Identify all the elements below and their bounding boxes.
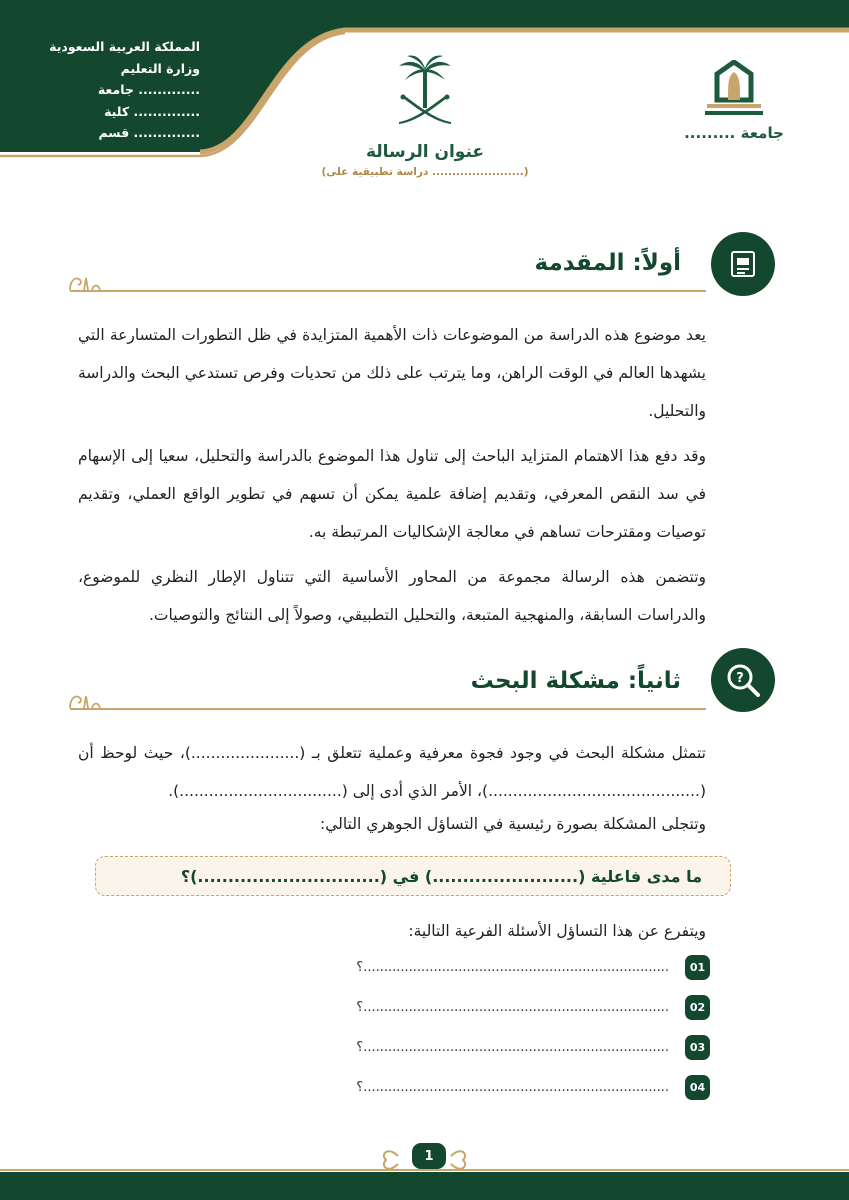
sub-question-number-badge: 01 [685, 955, 710, 980]
palm-swords-emblem-icon [385, 50, 465, 130]
sub-question-number-badge: 02 [685, 995, 710, 1020]
sub-question-text: ..........................................................................؟ [356, 999, 669, 1015]
org-line-kingdom: المملكة العربية السعودية [49, 39, 200, 54]
intro-paragraph-2: وقد دفع هذا الاهتمام المتزايد الباحث إلى تناول هذا الموضوع بالدراسة والتحليل، سعيا إلى الإسهام في سد النقص المعرفي، وتقديم إضافة علمية يمكن أن تسهم في تطوير الواقع العملي، وتقديم توصيات ومقترحات تساهم في معالجة الإشكاليات المرتبطة به. [78, 447, 706, 541]
sub-question-text: ..........................................................................؟ [356, 1079, 669, 1095]
sub-question-row [205, 994, 710, 1020]
section2-rule [70, 708, 706, 710]
title-block [300, 50, 550, 178]
university-logo-block [679, 60, 789, 142]
problem-paragraph-2: وتتجلى المشكلة بصورة رئيسية في التساؤل الجوهري التالي: [319, 815, 706, 833]
sub-question-row [205, 954, 710, 980]
org-line-university: جامعة ............. [97, 82, 200, 97]
search-help-icon [725, 662, 761, 698]
section1-heading: أولاً: المقدمة [534, 250, 681, 276]
intro-paragraph-1: يعد موضوع هذه الدراسة من الموضوعات ذات الأهمية المتزايدة في ظل التطورات المتسارعة التي يشهدها العالم في الوقت الراهن، وما يترتب على ذلك من تحديات وفرص تستدعي البحث والدراسة والتحليل. [78, 326, 706, 420]
introduction-text [78, 316, 706, 641]
main-question: ما مدى فاعلية (........................) في (..............................)؟ [180, 866, 702, 886]
section2-icon-circle [711, 648, 775, 712]
page-number: 1 [412, 1143, 446, 1169]
section1-rule [70, 290, 706, 292]
sub-question-row [205, 1074, 710, 1100]
university-building-icon [703, 60, 765, 118]
intro-paragraph-3: وتتضمن هذه الرسالة مجموعة من المحاور الأساسية التي تتناول الإطار النظري للموضوع، والدراسات السابقة، والمنهجية المتبعة، والتحليل التطبيقي، وصولاً إلى النتائج والتوصيات. [78, 568, 706, 624]
university-label: جامعة ......... [684, 124, 784, 142]
problem-paragraph-1: تتمثل مشكلة البحث في وجود فجوة معرفية وعملية تتعلق بـ (......................)، حيث لوحظ أن (...........................................)، الأمر الذي أدى إلى (.................................). [78, 744, 706, 800]
thesis-subtitle: (دراسة تطبيقية على .......................) [321, 166, 529, 178]
sub-question-number-badge: 04 [685, 1075, 710, 1100]
sub-question-text: ..........................................................................؟ [356, 959, 669, 975]
section1-icon-circle [711, 232, 775, 296]
ornament-left-1 [68, 272, 108, 292]
org-line-ministry: وزارة التعليم [120, 60, 200, 76]
section2-heading: ثانياً: مشكلة البحث [470, 668, 681, 694]
organization-lines [40, 36, 200, 144]
sub-questions-intro: ويتفرع عن هذا التساؤل الأسئلة الفرعية التالية: [408, 922, 706, 940]
svg-text:?: ? [736, 671, 744, 686]
thesis-title: عنوان الرسالة [365, 142, 485, 162]
document-icon [728, 249, 758, 279]
org-line-department: قسم .............. [98, 125, 200, 140]
sub-question-row [205, 1034, 710, 1060]
ornament-left-2 [68, 690, 108, 710]
org-line-college: كلية .............. [104, 103, 200, 119]
sub-question-text: ..........................................................................؟ [356, 1039, 669, 1055]
main-question-box [95, 856, 731, 896]
sub-question-number-badge: 03 [685, 1035, 710, 1060]
problem-text [78, 734, 706, 850]
